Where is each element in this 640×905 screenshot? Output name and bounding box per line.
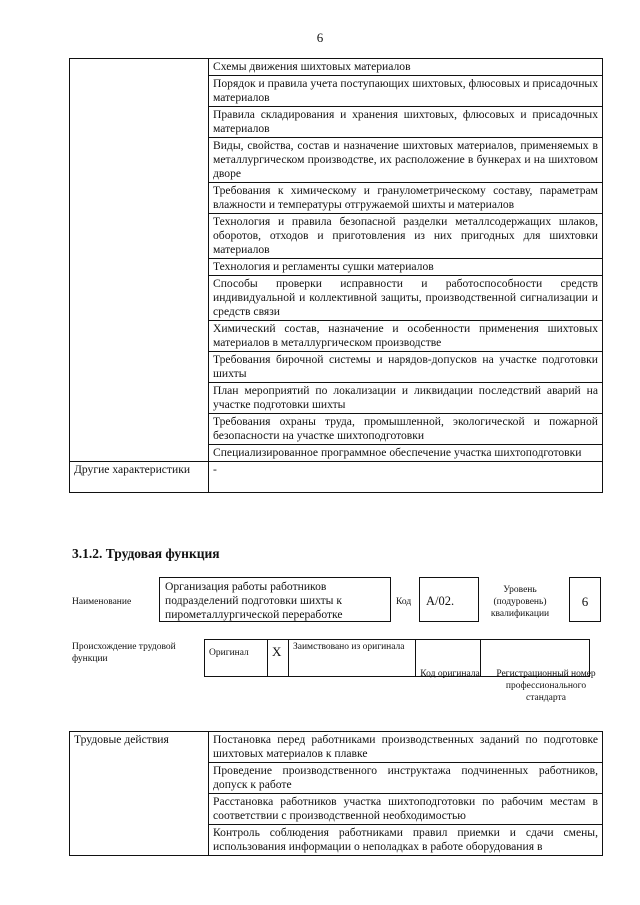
- knowledge-item: Правила складирования и хранения шихтовых, флюсовых и присадочных материалов: [209, 107, 603, 138]
- other-characteristics-label: Другие характеристики: [70, 462, 209, 493]
- original-mark: X: [268, 640, 289, 677]
- reg-number-caption: Регистрационный номер профессионального стандарта: [496, 669, 596, 703]
- knowledge-table: [69, 58, 603, 493]
- code-box: А/02.: [419, 577, 479, 622]
- origin-label: Происхождение трудовой функции: [72, 642, 176, 664]
- name-label: Наименование: [72, 597, 132, 607]
- labor-action-item: Расстановка работников участка шихтоподготовки по рабочим местам в соответствии с производственной необходимостью: [209, 794, 603, 825]
- knowledge-item: Схемы движения шихтовых материалов: [209, 59, 603, 76]
- knowledge-item: Технология и правила безопасной разделки металлсодержащих шлаков, оборотов, отходов и приготовления из них пригодных для шихтовки материалов: [209, 214, 603, 259]
- knowledge-item: Специализированное программное обеспечение участка шихтоподготовки: [209, 445, 603, 462]
- page-number: 6: [316, 30, 324, 45]
- labor-actions-table: [69, 731, 603, 856]
- labor-action-item: Контроль соблюдения работниками правил приемки и сдачи смены, использования информации о неполадках в работе оборудования в: [209, 825, 603, 856]
- labor-action-item: Постановка перед работниками производственных заданий по подготовке шихтовых материалов к плавке: [209, 732, 603, 763]
- other-characteristics-value: -: [209, 462, 603, 493]
- code-label: Код: [396, 597, 412, 607]
- knowledge-item: Требования бирочной системы и нарядов-допусков на участке подготовки шихты: [209, 352, 603, 383]
- knowledge-item: Технология и регламенты сушки материалов: [209, 259, 603, 276]
- knowledge-label-cell: [70, 59, 209, 462]
- borrowed-label: Заимствовано из оригинала: [289, 640, 416, 677]
- knowledge-item: Виды, свойства, состав и назначение шихтовых материалов, применяемых в металлургическом производстве, их расположение в бункерах и на шихтовом дворе: [209, 138, 603, 183]
- knowledge-item: Требования к химическому и гранулометрическому составу, параметрам влажности и температуры отгружаемой шихты и материалов: [209, 183, 603, 214]
- knowledge-item: Порядок и правила учета поступающих шихтовых, флюсовых и присадочных материалов: [209, 76, 603, 107]
- function-name-box: Организация работы работников подразделений подготовки шихты к пирометаллургической переработке: [159, 577, 391, 622]
- qualification-level-box: 6: [569, 577, 601, 622]
- knowledge-item: Химический состав, назначение и особенности применения шихтовых материалов в металлургическом производстве: [209, 321, 603, 352]
- knowledge-item: План мероприятий по локализации и ликвидации последствий аварий на участке подготовки шихты: [209, 383, 603, 414]
- labor-actions-label: Трудовые действия: [70, 732, 209, 856]
- section-title: 3.1.2. Трудовая функция: [72, 546, 220, 561]
- original-label: Оригинал: [205, 640, 268, 677]
- knowledge-item: Требования охраны труда, промышленной, экологической и пожарной безопасности на участке шихтоподготовки: [209, 414, 603, 445]
- qualification-level-label: Уровень (подуровень) квалификации: [490, 585, 550, 619]
- knowledge-item: Способы проверки исправности и работоспособности средств индивидуальной и коллективной защиты, производственной сигнализации и средств связи: [209, 276, 603, 321]
- code-original-caption: Код оригинала: [420, 669, 480, 679]
- labor-action-item: Проведение производственного инструктажа подчиненных работников, допуск к работе: [209, 763, 603, 794]
